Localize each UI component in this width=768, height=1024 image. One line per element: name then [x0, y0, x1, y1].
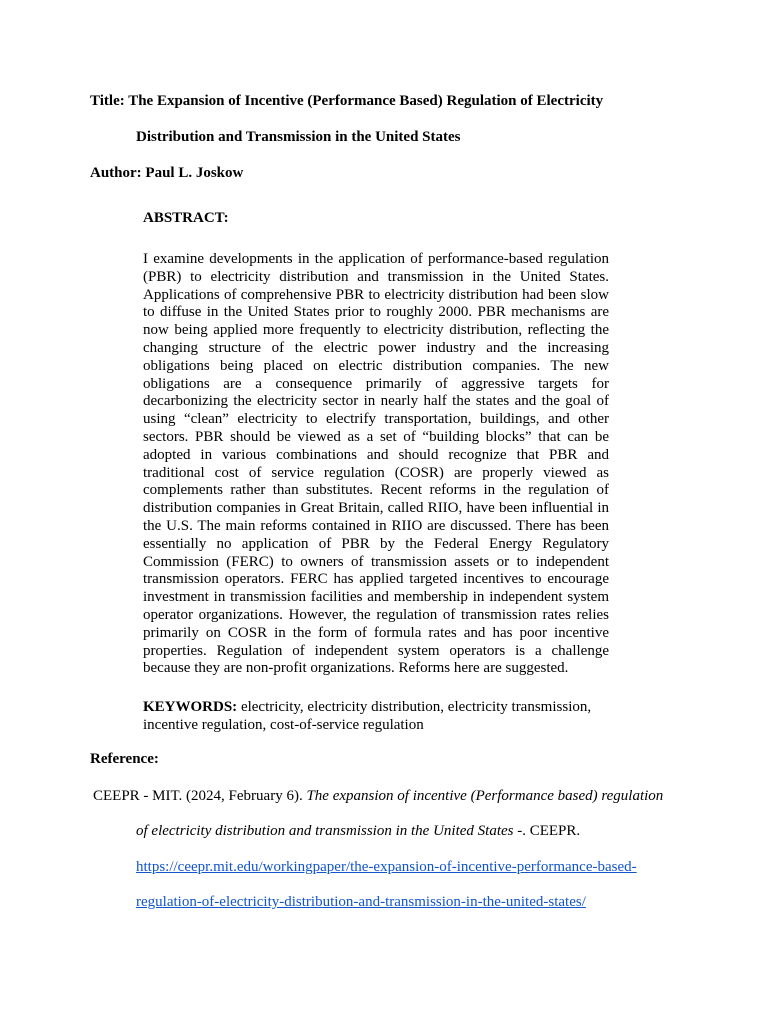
title-line-2: Distribution and Transmission in the United States: [136, 129, 461, 145]
author-name: Paul L. Joskow: [145, 165, 244, 181]
keywords-label: KEYWORDS:: [143, 699, 238, 715]
keywords-text: electricity, electricity distribution, electricity transmission, incentive regulation, cost-of-service regulation: [143, 699, 592, 733]
reference-line-2: [136, 823, 580, 840]
reference-url-line-2: [136, 894, 586, 911]
reference-url-line-1: [136, 859, 637, 876]
reference-prefix: CEEPR - MIT. (2024, February 6).: [93, 788, 303, 804]
reference-link-part-1[interactable]: https://ceepr.mit.edu/workingpaper/the-expansion-of-incentive-performance-based-: [136, 859, 637, 875]
abstract-heading: ABSTRACT:: [143, 210, 229, 226]
title-text-1: The Expansion of Incentive (Performance Based) Regulation of Electricity: [128, 93, 604, 109]
author-line: [90, 165, 243, 182]
reference-suffix: -. CEEPR.: [517, 823, 581, 839]
reference-link-part-2[interactable]: regulation-of-electricity-distribution-and-transmission-in-the-united-states/: [136, 894, 586, 910]
reference-heading: Reference:: [90, 751, 159, 767]
keywords-paragraph: [143, 698, 609, 734]
reference-line-1: [93, 788, 663, 805]
reference-title-2: of electricity distribution and transmission in the United States: [136, 823, 514, 839]
reference-title-1: The expansion of incentive (Performance based) regulation: [306, 788, 664, 804]
title-label: Title:: [90, 93, 125, 109]
title-line-1: [90, 93, 603, 110]
abstract-body: I examine developments in the application of performance-based regulation (PBR) to electricity distribution and transmission in the United States. Applications of comprehensive PBR to electricity distribution had been slow to diffuse in the United States prior to roughly 2000. PBR mechanisms are now being applied more frequently to electricity distribution, reflecting the changing structure of the electric power industry and the increasing obligations being placed on electric distribution companies. The new obligations are a consequence primarily of aggressive targets for decarbonizing the electricity sector in nearly half the states and the goal of using “clean” electricity to electrify transportation, buildings, and other sectors. PBR should be viewed as a set of “building blocks” that can be adopted in various combinations and should recognize that PBR and traditional cost of service regulation (COSR) are properly viewed as complements rather than substitutes. Recent reforms in the regulation of distribution companies in Great Britain, called RIIO, have been influential in the U.S. The main reforms contained in RIIO are discussed. There has been essentially no application of PBR by the Federal Energy Regulatory Commission (FERC) to owners of transmission assets or to independent transmission operators. FERC has applied targeted incentives to encourage investment in transmission facilities and membership in independent system operator organizations. However, the regulation of transmission rates relies primarily on COSR in the form of formula rates and has poor incentive properties. Regulation of independent system operators is a challenge because they are non-profit organizations. Reforms here are suggested.: [143, 251, 609, 677]
author-label: Author:: [90, 165, 142, 181]
